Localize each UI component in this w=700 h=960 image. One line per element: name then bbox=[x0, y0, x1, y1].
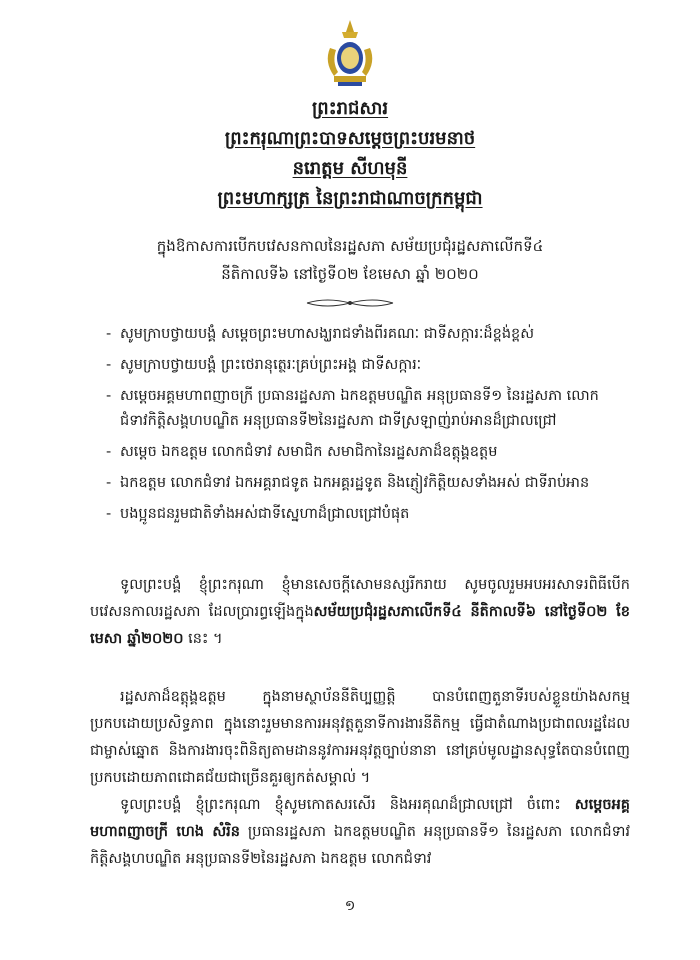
salutation-item: - សម្តេច ឯកឧត្តម លោកជំទាវ សមាជិក សមាជិកានៃរដ្ឋសភាដ៏ឧត្តុង្គឧត្តម bbox=[106, 440, 626, 465]
page-number: ១ bbox=[344, 898, 356, 914]
heading-king-title: ព្រះករុណាព្រះបាទសម្ដេចព្រះបរមនាថ bbox=[224, 128, 476, 149]
occasion-line-1: ក្នុងឱកាសការបើកបវេសនកាលនៃរដ្ឋសភា សម័យប្រជុំរដ្ឋសភាលើកទី៤ bbox=[156, 237, 544, 255]
royal-coat-of-arms-icon bbox=[320, 18, 380, 88]
paragraph-3-text: ទូលព្រះបង្គំ ខ្ញុំព្រះករុណា ខ្ញុំសូមកោតសរសើរ និងអរគុណដ៏ជ្រាលជ្រៅ ចំពោះ bbox=[120, 797, 575, 813]
paragraph-1 bbox=[90, 572, 630, 653]
paragraph-3-tail: ប្រធានរដ្ឋសភា ឯកឧត្តមបណ្ឌិត អនុប្រធានទី១ នៃរដ្ឋសភា លោកជំទាវកិត្តិសង្គហបណ្ឌិត អនុប្រធានទី២នៃរដ្ឋសភា ឯកឧត្តម លោកជំទាវ bbox=[90, 824, 630, 867]
paragraph-1-bold: សម័យប្រជុំរដ្ឋសភាលើកទី៤ នីតិកាលទី៦ នៅថ្ងៃទី០២ ខែមេសា ឆ្នាំ២០២០ bbox=[90, 604, 630, 647]
paragraph-1-tail: នេះ ។ bbox=[183, 631, 223, 647]
occasion bbox=[0, 232, 700, 288]
salutation-list bbox=[106, 322, 626, 533]
paragraph-3 bbox=[90, 792, 630, 873]
occasion-line-2: នីតិកាលទី៦ នៅថ្ងៃទី០២ ខែមេសា ឆ្នាំ ២០២០ bbox=[221, 265, 479, 283]
heading-king-name: នរោត្តម សីហមុនី bbox=[292, 158, 408, 179]
heading-king-role: ព្រះមហាក្សត្រ នៃព្រះរាជាណាចក្រកម្ពុជា bbox=[217, 188, 483, 209]
salutation-item: - សម្តេចអគ្គមហាពញាចក្រី ប្រធានរដ្ឋសភា ឯកឧត្តមបណ្ឌិត អនុប្រធានទី១ នៃរដ្ឋសភា លោកជំទាវកិត្តិសង្គហបណ្ឌិត អនុប្រធានទី២នៃរដ្ឋសភា ជាទីស្រឡាញ់រាប់អានដ៏ជ្រាលជ្រៅ bbox=[106, 384, 626, 434]
paragraph-1-text: ទូលព្រះបង្គំ ខ្ញុំព្រះករុណា ខ្ញុំមានសេចក្តីសោមនស្សរីករាយ សូមចូលរួមអបអរសាទរពិធីបើកបវេសនកាលរដ្ឋសភា ដែលប្រារព្ធឡើងក្នុង bbox=[90, 577, 630, 620]
paragraph-3-bold: សម្តេចអគ្គមហាពញាចក្រី ហេង សំរិន bbox=[90, 797, 630, 840]
paragraph-2: រដ្ឋសភាដ៏ឧត្តុង្គឧត្តម ក្នុងនាមស្ថាប័ននីតិប្បញ្ញត្តិ បានបំពេញតួនាទីរបស់ខ្លួនយ៉ាងសកម្ម ប្រកបដោយប្រសិទ្ធភាព ក្នុងនោះរួមមានការអនុវត្តតួនាទីការងារនីតិកម្ម ធ្វើជាតំណាងប្រជាពលរដ្ឋដែលជាម្ចាស់ឆ្នោត និងការងារចុះពិនិត្យតាមដាននូវការអនុវត្តច្បាប់នានា នៅគ្រប់មូលដ្ឋានសុទ្ធតែបានបំពេញប្រកបដោយភាពជោគជ័យជាច្រើនគួរឲ្យកត់សម្គាល់ ។ bbox=[90, 689, 630, 786]
salutation-item: - សូមក្រាបថ្វាយបង្គំ សម្តេចព្រះមហាសង្ឃរាជទាំងពីរគណៈ ជាទីសក្ការៈដ៏ខ្ពង់ខ្ពស់ bbox=[106, 322, 626, 347]
heading bbox=[0, 94, 700, 214]
heading-title: ព្រះរាជសារ bbox=[311, 98, 389, 119]
salutation-item: - ឯកឧត្តម លោកជំទាវ ឯកអគ្គរាជទូត ឯកអគ្គរដ្ឋទូត និងភ្ញៀវកិត្តិយសទាំងអស់ ជាទីរាប់អាន bbox=[106, 471, 626, 496]
salutation-item: - បងប្អូនជនរួមជាតិទាំងអស់ជាទីស្នេហាដ៏ជ្រាលជ្រៅបំផុត bbox=[106, 502, 626, 527]
salutation-item: - សូមក្រាបថ្វាយបង្គំ ព្រះថេរានុត្ថេរៈគ្រប់ព្រះអង្គ ជាទីសក្ការៈ bbox=[106, 353, 626, 378]
ornament-divider-icon bbox=[305, 296, 395, 310]
